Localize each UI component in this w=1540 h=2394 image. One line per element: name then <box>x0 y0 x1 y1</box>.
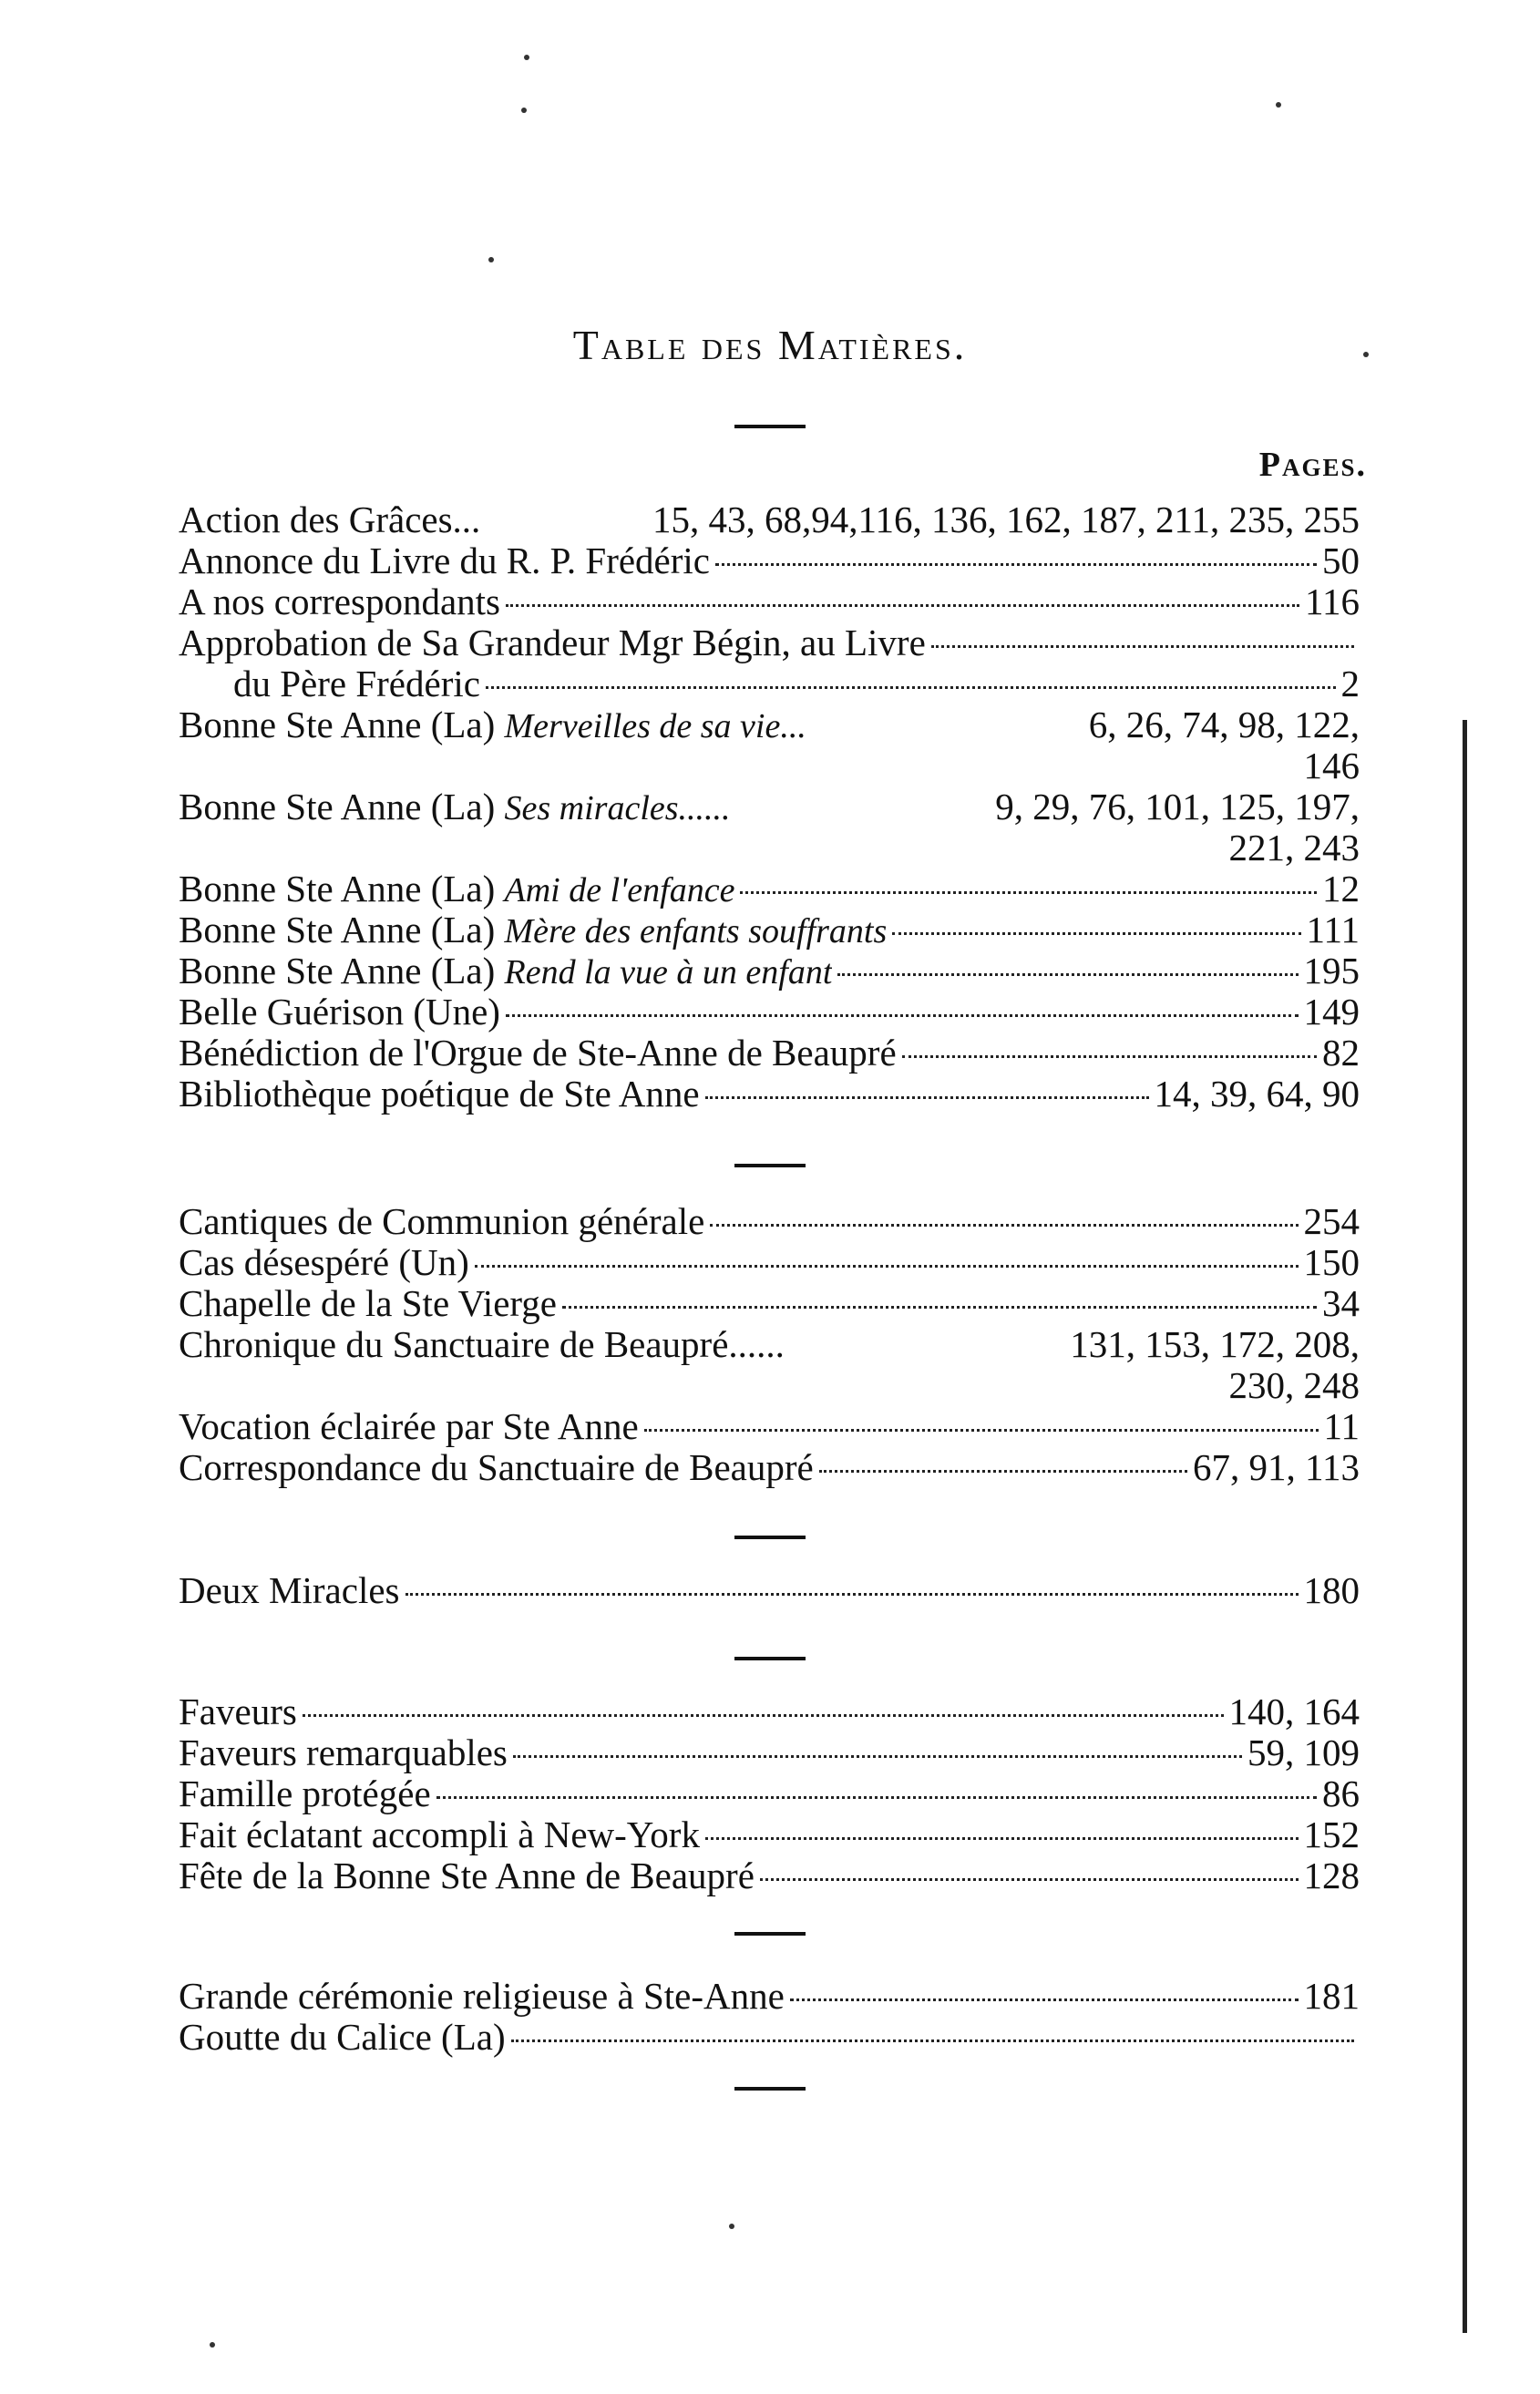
leader-dots <box>303 1714 1224 1717</box>
entry-pages-continued: 230, 248 <box>1228 1364 1360 1406</box>
entry-subtitle: Merveilles de sa vie... <box>504 707 806 745</box>
entry-label <box>179 499 480 540</box>
entry-pages: 111 <box>1306 909 1360 950</box>
entry-label <box>179 1242 469 1283</box>
entry-pages: 59, 109 <box>1247 1731 1360 1773</box>
leader-dots <box>715 563 1317 566</box>
toc-entry <box>179 1691 1360 1732</box>
entry-pages: 15, 43, 68,94,116, 136, 162, 187, 211, 235, 255 <box>652 498 1360 540</box>
entry-label <box>179 786 731 829</box>
section-divider <box>734 1536 806 1539</box>
speck <box>1276 102 1281 108</box>
entry-label <box>179 992 500 1033</box>
entry-pages: 180 <box>1303 1569 1360 1611</box>
entry-label <box>179 704 806 747</box>
toc-entry <box>179 1074 1360 1115</box>
leader-dots <box>562 1306 1317 1309</box>
leader-dots <box>710 1224 1298 1227</box>
entry-label <box>179 1033 897 1074</box>
entry-title: Bonne Ste Anne (La) <box>179 909 496 950</box>
entry-pages: 11 <box>1323 1405 1360 1447</box>
section-c <box>179 1201 1360 1488</box>
entry-pages: 181 <box>1303 1975 1360 2017</box>
entry-title: Cas désespéré (Un) <box>179 1242 469 1283</box>
toc-entry <box>179 622 1360 663</box>
entry-label <box>179 1324 785 1365</box>
entry-title: Approbation de Sa Grandeur Mgr Bégin, au Livre <box>179 622 926 663</box>
page-title: Table des Matières. <box>572 322 968 368</box>
toc-entry <box>179 1773 1360 1814</box>
section-d <box>179 1570 1360 1611</box>
entry-pages: 34 <box>1322 1282 1360 1324</box>
leader-dots <box>644 1429 1319 1432</box>
entry-pages: 2 <box>1340 663 1360 704</box>
entry-label <box>179 1814 700 1855</box>
entry-pages: 131, 153, 172, 208, <box>1070 1323 1360 1365</box>
leader-dots <box>436 1796 1317 1799</box>
entry-pages: 12 <box>1322 868 1360 909</box>
entry-title: Chronique du Sanctuaire de Beaupré...... <box>179 1324 785 1365</box>
section-a <box>179 499 1360 1115</box>
leader-dots <box>406 1593 1299 1596</box>
entry-title: Vocation éclairée par Ste Anne <box>179 1406 639 1447</box>
entry-label <box>179 950 832 993</box>
toc-entry <box>179 1242 1360 1283</box>
toc-entry <box>179 2017 1360 2058</box>
entry-pages: 67, 91, 113 <box>1193 1446 1360 1488</box>
toc-entry <box>179 1855 1360 1896</box>
entry-label <box>179 540 710 581</box>
leader-dots <box>705 1096 1149 1099</box>
entry-subtitle: Mère des enfants souffrants <box>504 912 888 950</box>
entry-pages: 149 <box>1303 991 1360 1033</box>
end-divider <box>734 2087 806 2091</box>
entry-label <box>179 1570 400 1611</box>
toc-entry <box>179 950 1360 992</box>
leader-dots <box>837 973 1298 976</box>
speck <box>488 257 494 262</box>
speck <box>524 55 529 60</box>
toc-entry <box>179 1283 1360 1324</box>
leader-dots <box>475 1265 1299 1268</box>
entry-title: Fête de la Bonne Ste Anne de Beaupré <box>179 1855 755 1896</box>
section-divider <box>734 1164 806 1167</box>
entry-pages: 150 <box>1303 1241 1360 1283</box>
page-edge-rule <box>1463 720 1467 2333</box>
entry-label <box>179 868 734 911</box>
leader-dots <box>931 645 1354 648</box>
entry-pages: 128 <box>1303 1855 1360 1896</box>
entry-title: Faveurs remarquables <box>179 1732 508 1773</box>
entry-pages: 6, 26, 74, 98, 122, <box>1088 704 1360 745</box>
entry-pages: 254 <box>1303 1200 1360 1242</box>
entry-title: Goutte du Calice (La) <box>179 2017 506 2058</box>
toc-entry <box>179 1033 1360 1074</box>
entry-title: Action des Grâces... <box>179 499 481 540</box>
toc-entry <box>179 581 1360 622</box>
entry-title: Bibliothèque poétique de Ste Anne <box>179 1074 700 1115</box>
toc-entry <box>179 1814 1360 1855</box>
leader-dots <box>892 932 1300 935</box>
entry-label <box>179 1976 785 2017</box>
entry-pages: 116 <box>1305 581 1360 622</box>
leader-dots <box>790 1998 1299 2001</box>
entry-label <box>179 1201 704 1242</box>
entry-title: A nos correspondants <box>179 581 501 622</box>
leader-dots <box>506 1014 1299 1017</box>
entry-title: Annonce du Livre du R. P. Frédéric <box>179 540 710 581</box>
section-divider <box>734 1932 806 1936</box>
leader-dots <box>705 1837 1299 1840</box>
entry-label <box>179 1732 508 1773</box>
entry-subtitle: Ses miracles...... <box>504 789 731 827</box>
entry-label <box>179 1773 431 1814</box>
entry-title: Grande cérémonie religieuse à Ste-Anne <box>179 1976 785 2017</box>
toc-entry <box>179 1732 1360 1773</box>
speck <box>210 2342 215 2348</box>
entry-title: Cantiques de Communion générale <box>179 1201 705 1242</box>
toc-entry <box>179 540 1360 581</box>
entry-label <box>179 1074 700 1115</box>
toc-entry <box>179 499 1360 540</box>
speck <box>521 108 527 113</box>
speck <box>729 2224 734 2229</box>
entry-pages: 82 <box>1322 1032 1360 1074</box>
entry-pages-continued: 146 <box>1303 745 1360 786</box>
leader-dots <box>740 891 1317 894</box>
toc-entry <box>179 786 1360 827</box>
entry-label <box>179 581 500 622</box>
entry-label <box>179 1283 557 1324</box>
entry-label <box>179 1691 297 1732</box>
entry-title: Chapelle de la Ste Vierge <box>179 1283 558 1324</box>
entry-title: Faveurs <box>179 1691 297 1732</box>
leader-dots <box>511 2040 1354 2042</box>
toc-entry <box>179 909 1360 950</box>
entry-pages: 50 <box>1322 539 1360 581</box>
entry-pages: 9, 29, 76, 101, 125, 197, <box>995 786 1360 827</box>
speck <box>1363 352 1369 357</box>
entry-title: du Père Frédéric <box>233 663 480 704</box>
entry-title: Fait éclatant accompli à New-York <box>179 1814 700 1855</box>
toc-entry <box>179 1324 1360 1365</box>
toc-entry <box>179 1406 1360 1447</box>
title-divider <box>734 425 806 428</box>
entry-title: Correspondance du Sanctuaire de Beaupré <box>179 1447 814 1488</box>
toc-entry <box>179 704 1360 745</box>
entry-title: Bénédiction de l'Orgue de Ste-Anne de Beaupré <box>179 1033 897 1074</box>
entry-pages: 152 <box>1303 1813 1360 1855</box>
entry-label <box>179 1406 639 1447</box>
leader-dots <box>486 686 1336 689</box>
toc-entry <box>179 663 1360 704</box>
entry-pages: 14, 39, 64, 90 <box>1154 1073 1360 1115</box>
leader-dots <box>513 1755 1242 1758</box>
entry-label <box>179 663 480 704</box>
entry-subtitle: Rend la vue à un enfant <box>504 953 833 992</box>
entry-subtitle: Ami de l'enfance <box>504 871 735 909</box>
section-divider <box>734 1657 806 1660</box>
pages-column-header: Pages. <box>1258 446 1367 484</box>
section-f <box>179 1691 1360 1896</box>
entry-label <box>179 622 926 663</box>
section-g <box>179 1976 1360 2058</box>
entry-title: Bonne Ste Anne (La) <box>179 786 496 827</box>
leader-dots <box>902 1055 1317 1058</box>
toc-entry <box>179 1201 1360 1242</box>
entry-pages: 195 <box>1303 950 1360 992</box>
entry-title: Famille protégée <box>179 1773 431 1814</box>
toc-entry <box>179 1570 1360 1611</box>
toc-entry <box>179 868 1360 909</box>
toc-entry <box>179 1447 1360 1488</box>
entry-pages: 140, 164 <box>1228 1690 1360 1732</box>
leader-dots <box>819 1470 1187 1473</box>
entry-title: Bonne Ste Anne (La) <box>179 704 496 745</box>
entry-title: Belle Guérison (Une) <box>179 992 500 1033</box>
entry-label <box>179 909 887 952</box>
entry-label <box>179 2017 506 2058</box>
leader-dots <box>760 1878 1299 1881</box>
toc-entry <box>179 992 1360 1033</box>
entry-label <box>179 1447 814 1488</box>
leader-dots <box>506 604 1299 607</box>
entry-title: Bonne Ste Anne (La) <box>179 868 496 909</box>
entry-title: Deux Miracles <box>179 1570 400 1611</box>
entry-label <box>179 1855 755 1896</box>
entry-pages-continued: 221, 243 <box>1228 827 1360 868</box>
toc-entry <box>179 1976 1360 2017</box>
entry-title: Bonne Ste Anne (La) <box>179 950 496 992</box>
entry-pages: 86 <box>1322 1772 1360 1814</box>
